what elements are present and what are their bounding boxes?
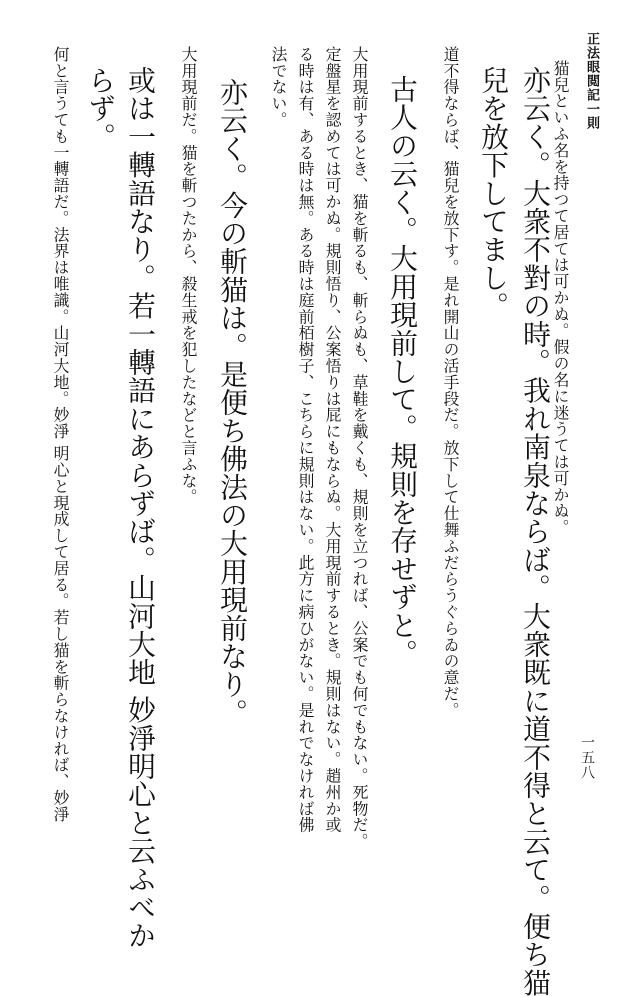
text-column-4: 道不得ならば、猫兒を放下す。是れ開山の活手段だ。放下して仕舞ふだらうぐらゐの意だ。	[441, 46, 460, 719]
text-column-2: 亦云く。大衆不對の時。我れ南泉ならば。大衆既に道不得と云て。便ち猫	[518, 66, 551, 997]
text-column-13: らず。	[83, 66, 116, 151]
text-column-10: 亦云く。今の斬猫は。是便ち佛法の大用現前なり。	[215, 78, 248, 727]
text-column-1: 猫兒といふ名を持つて居ては可かぬ。假の名に迷うては可かぬ。	[551, 60, 570, 536]
text-column-12: 或は一轉語なり。若一轉語にあらずば。山河大地 妙淨明心と云ふべか	[123, 66, 156, 950]
text-column-3: 兒を放下してまし。	[476, 66, 509, 320]
text-column-8: る時は有、ある時は無。ある時は庭前栢樹子、こちらに規則はない。此方に病ひがない。是れでなければ佛	[296, 46, 315, 834]
text-column-7: 定盤星を認めては可かぬ。規則悟り、公案悟りは屁にもならぬ。大用現前するとき。規則はない。趙州か或	[323, 46, 342, 834]
running-header-title: 正法眼閲記一則	[584, 32, 599, 130]
page-number: 一五八	[579, 735, 595, 780]
text-column-5: 古人の云く。大用現前して。規則を存せずと。	[385, 75, 418, 668]
text-column-11: 大用現前だ。猫を斬つたから、殺生戒を犯したなどと言ふな。	[179, 46, 198, 506]
text-column-9: 法でない。	[269, 46, 288, 128]
text-column-14: 何と言うても一轉語だ。法界は唯識。山河大地。妙淨 明心と現成して居る。若し猫を斬らなければ、妙淨	[51, 46, 70, 823]
text-column-6: 大用現前するとき、猫を斬るも、斬らぬも、草鞋を戴くも、規則を立つれば、公案でも何でもない。死物だ。	[350, 46, 369, 850]
